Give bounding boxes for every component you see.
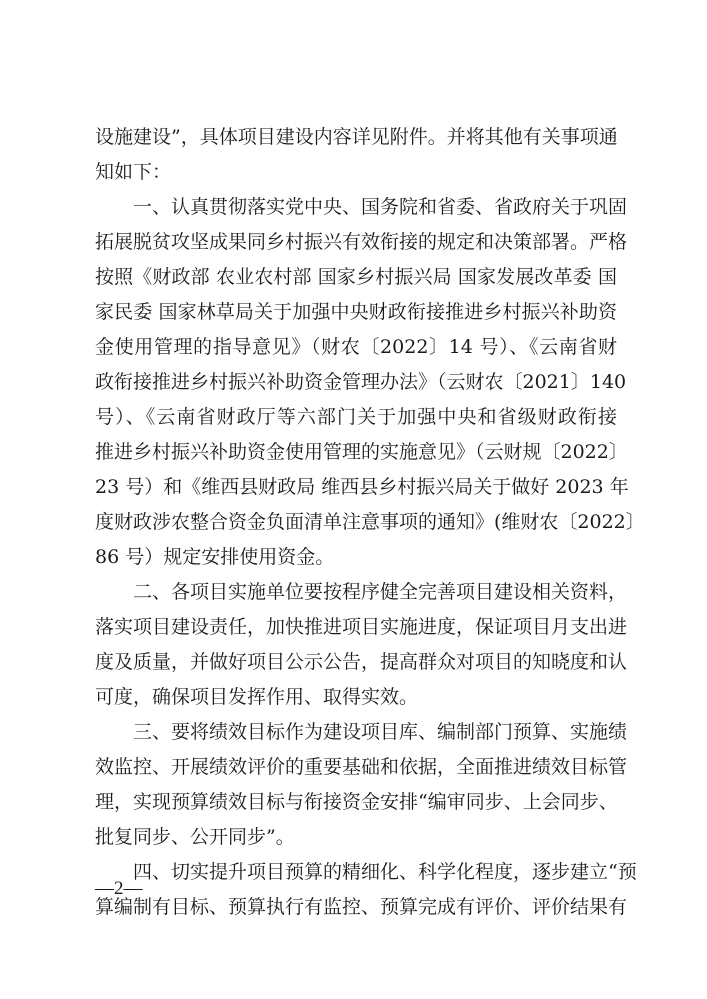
text-line: 落实项目建设责任，加快推进项目实施进度，保证项目月支出进 <box>95 616 628 638</box>
text-line: 拓展脱贫攻坚成果同乡村振兴有效衔接的规定和决策部署。严格 <box>95 231 628 253</box>
page-number: —2— <box>95 878 143 899</box>
text-line: 推进乡村振兴补助资金使用管理的实施意见》（云财规〔2022〕 <box>95 441 628 463</box>
text-line: 知如下： <box>95 161 172 183</box>
text-line: 可度，确保项目发挥作用、取得实效。 <box>95 686 419 708</box>
text-line: 23 号）和《维西县财政局 维西县乡村振兴局关于做好 2023 年 <box>95 476 629 498</box>
text-line: 金使用管理的指导意见》（财农〔2022〕14 号）、《云南省财 <box>95 336 617 358</box>
paragraph-item-4 <box>95 855 637 925</box>
paragraph-item-2 <box>95 575 628 715</box>
paragraph-item-3 <box>95 715 628 855</box>
text-line: 四、切实提升项目预算的精细化、科学化程度，逐步建立“预 <box>133 861 637 883</box>
text-line: 家民委 国家林草局关于加强中央财政衔接推进乡村振兴补助资 <box>95 301 617 323</box>
text-line: 设施建设”，具体项目建设内容详见附件。并将其他有关事项通 <box>95 126 618 148</box>
text-line: 按照《财政部 农业农村部 国家乡村振兴局 国家发展改革委 国 <box>95 266 617 288</box>
text-line: 二、各项目实施单位要按程序健全完善项目建设相关资料， <box>133 581 628 603</box>
text-line: 理，实现预算绩效目标与衔接资金安排“编审同步、上会同步、 <box>95 791 618 813</box>
text-line: 度财政涉农整合资金负面清单注意事项的通知》(维财农〔2022〕 <box>95 511 645 533</box>
text-line: 一、认真贯彻落实党中央、国务院和省委、省政府关于巩固 <box>133 196 628 218</box>
text-line: 效监控、开展绩效评价的重要基础和依据，全面推进绩效目标管 <box>95 756 628 778</box>
text-line: 86 号）规定安排使用资金。 <box>95 546 335 568</box>
paragraph-intro-continued <box>95 120 617 190</box>
document-body <box>95 120 645 925</box>
text-line: 批复同步、公开同步”。 <box>95 826 295 848</box>
paragraph-item-1 <box>95 190 645 575</box>
text-line: 政衔接推进乡村振兴补助资金管理办法》（云财农〔2021〕140 <box>95 371 627 393</box>
text-line: 三、要将绩效目标作为建设项目库、编制部门预算、实施绩 <box>133 721 628 743</box>
text-line: 号）、《云南省财政厅等六部门关于加强中央和省级财政衔接 <box>95 406 617 428</box>
text-line: 度及质量，并做好项目公示公告，提高群众对项目的知晓度和认 <box>95 651 628 673</box>
text-line: 算编制有目标、预算执行有监控、预算完成有评价、评价结果有 <box>95 896 628 918</box>
